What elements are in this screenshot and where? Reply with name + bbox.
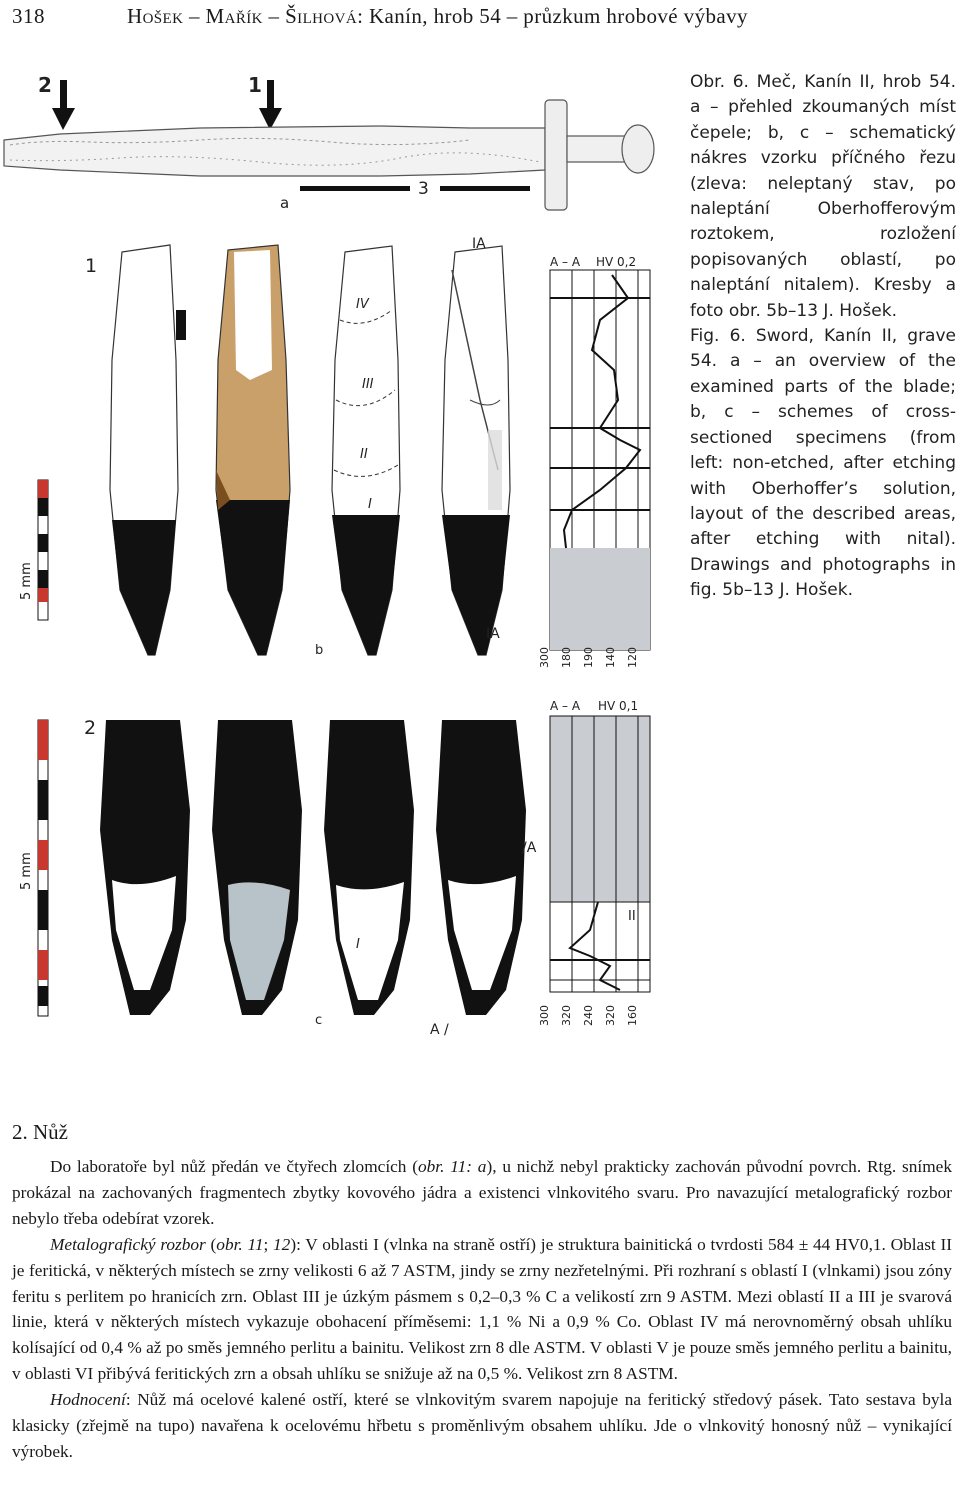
knife-section-4 — [436, 720, 526, 1015]
segment-bar — [300, 186, 410, 191]
section-label-bottom: IA — [486, 626, 500, 642]
sample-2-label: 2 — [84, 717, 97, 739]
arrow-2-label: 2 — [38, 73, 52, 97]
figure-reference: obr. 11 — [216, 1234, 264, 1254]
text-run: ; — [263, 1234, 274, 1254]
author-3: Šilhová — [285, 4, 358, 28]
figure-caption — [690, 70, 956, 604]
caption-czech: Obr. 6. Meč, Kanín II, hrob 54. a – přehled zkoumaných míst čepele; b, c – schematický nákres vzorku příčného řezu (zleva: neleptaný stav, po naleptání Oberhofferovým roztokem, rozložení popisovaných oblastí, po naleptání nitalem). Kresby a foto obr. 5b–13 J. Hošek. — [690, 72, 956, 321]
arrow-2 — [38, 73, 75, 130]
graph-header-hv: HV 0,1 — [598, 699, 639, 713]
section-heading: 2. Nůž — [12, 1120, 68, 1144]
cross-section-non-etched — [110, 245, 186, 655]
zone-iv-label: IV — [356, 297, 369, 312]
body-text — [12, 1154, 952, 1465]
knife-section-2 — [212, 720, 302, 1015]
paragraph-evaluation — [12, 1387, 952, 1465]
paragraph-label: Hodnocení — [50, 1390, 126, 1410]
sample-1-label: 1 — [85, 255, 98, 277]
scale-label-bottom: 5 mm — [19, 852, 34, 890]
scale-label-top: 5 mm — [19, 562, 34, 600]
section-label-1: /A — [522, 840, 537, 856]
paragraph-metallography — [12, 1232, 952, 1387]
scale-bar-bottom — [19, 720, 48, 1016]
segment-label: 3 — [418, 179, 429, 199]
graph-tick: 140 — [604, 647, 617, 668]
article-title: : Kanín, hrob 54 – průzkum hrobové výbavy — [357, 4, 748, 28]
panel-c-label: c — [315, 1013, 323, 1028]
text-run: : Nůž má ocelové kalené ostří, které se vlnkovitým svarem napojuje na feritický středový pásek. Tato sestava byla klasicky (zřejmě na tupo) navařena k ocelovému hřbetu s proměnlivým obsahem uhlíku. Jde o vlnkovitý honosný nůž – vynikající výrobek. — [12, 1390, 952, 1461]
author-1: Hošek — [127, 4, 184, 28]
knife-section-1 — [100, 720, 190, 1015]
running-title — [127, 4, 748, 29]
text-run: Do laboratoře byl nůž předán ve čtyřech zlomcích ( — [50, 1157, 418, 1176]
graph-tick: 320 — [560, 1005, 573, 1026]
figure-6-bottom — [0, 690, 680, 1040]
section-label-2: A / — [430, 1022, 449, 1038]
zone-ii-label: II — [360, 447, 368, 462]
text-run: ), u nichž nebyl prakticky zachován původní povrch. Rtg. snímek prokázal na zachovaných fragmentech zbytky kovového jádra a existenci vlnkovitého svaru. Pro navazující metalografický rozbor nebylo třeba odebírat vzorek. — [12, 1157, 952, 1228]
figure-6-top — [0, 70, 680, 670]
hardness-graph-top — [538, 255, 650, 668]
author-2: Mařík — [205, 4, 263, 28]
figure-reference: obr. 11: a — [418, 1157, 487, 1176]
segment-bar — [440, 186, 530, 191]
graph-zone-label: II — [628, 909, 636, 924]
section-label-top: IA — [472, 236, 486, 252]
arrow-1-label: 1 — [248, 73, 262, 97]
graph-header-hv: HV 0,2 — [596, 255, 637, 269]
graph-header-section: A – A — [550, 699, 581, 713]
graph-tick: 300 — [538, 1005, 551, 1026]
paragraph-intro — [12, 1154, 952, 1232]
graph-tick: 300 — [538, 647, 551, 668]
graph-tick: 320 — [604, 1005, 617, 1026]
knife-section-3 — [324, 720, 414, 1015]
zone-i-label: I — [356, 937, 360, 952]
scale-bar-top — [19, 480, 48, 620]
graph-tick: 240 — [582, 1005, 595, 1026]
graph-tick: 120 — [626, 647, 639, 668]
zone-i-label: I — [368, 497, 372, 512]
text-run: ): V oblasti I (vlnka na straně ostří) je struktura bainitická o tvrdosti 584 ± 44 HV0,1. Oblast II je feritická, v některých místech se zrny velikosti 6 až 7 ASTM, jindy se zrny nezřetelnými. Při rozhraní s oblastí I (vlnkami) jsou zóny feritu s perlitem po hranicích zrn. Oblast III je úzkým pásmem s 0,2–0,3 % C a velikostí zrn 9 ASTM. Mezi oblastí II a III je svarová linie, která v některých místech vykazuje obohacení příměsemi: 1,1 % Ni a 0,9 % Co. Oblast IV má nerovnoměrný obsah uhlíku kolísající od 0,4 % až po směs jemného perlitu a bainitu. Velikost zrn 8 dle ASTM. V oblasti V je pouze směs jemného perlitu a bainitu, v oblasti VI přibývá feritických zrn a obsah uhlíku se snižuje až na 0,5 %. Velikost zrn 8 ASTM. — [12, 1234, 952, 1384]
zone-iii-label: III — [362, 377, 374, 392]
author-separator: – — [262, 4, 286, 28]
running-header — [0, 0, 960, 40]
arrow-1 — [248, 73, 282, 130]
panel-a-label: a — [280, 194, 290, 212]
caption-english: Fig. 6. Sword, Kanín II, grave 54. a – an overview of the examined parts of the blade; b, c – schemes of cross-sectioned specimens (from left: non-etched, after etching with Oberhoffer’s solution, layout of the described areas, after etching with nital). Drawings and photographs in fig. 5b–13 J. Hošek. — [690, 326, 956, 601]
graph-tick: 160 — [626, 1005, 639, 1026]
page-number: 318 — [12, 4, 45, 28]
graph-tick: 180 — [560, 647, 573, 668]
hardness-graph-bottom — [538, 699, 650, 1026]
paragraph-label: Metalografický rozbor — [50, 1234, 206, 1254]
cross-section-zones — [332, 246, 400, 655]
cross-section-nital — [442, 236, 510, 655]
graph-header-section: A – A — [550, 255, 581, 269]
panel-b-label: b — [315, 643, 324, 658]
author-separator: – — [183, 4, 206, 28]
text-run: ( — [205, 1234, 217, 1254]
sword-drawing — [4, 100, 654, 210]
figure-reference: 12 — [273, 1234, 291, 1254]
graph-tick: 190 — [582, 647, 595, 668]
cross-section-oberhoffer — [216, 245, 290, 655]
